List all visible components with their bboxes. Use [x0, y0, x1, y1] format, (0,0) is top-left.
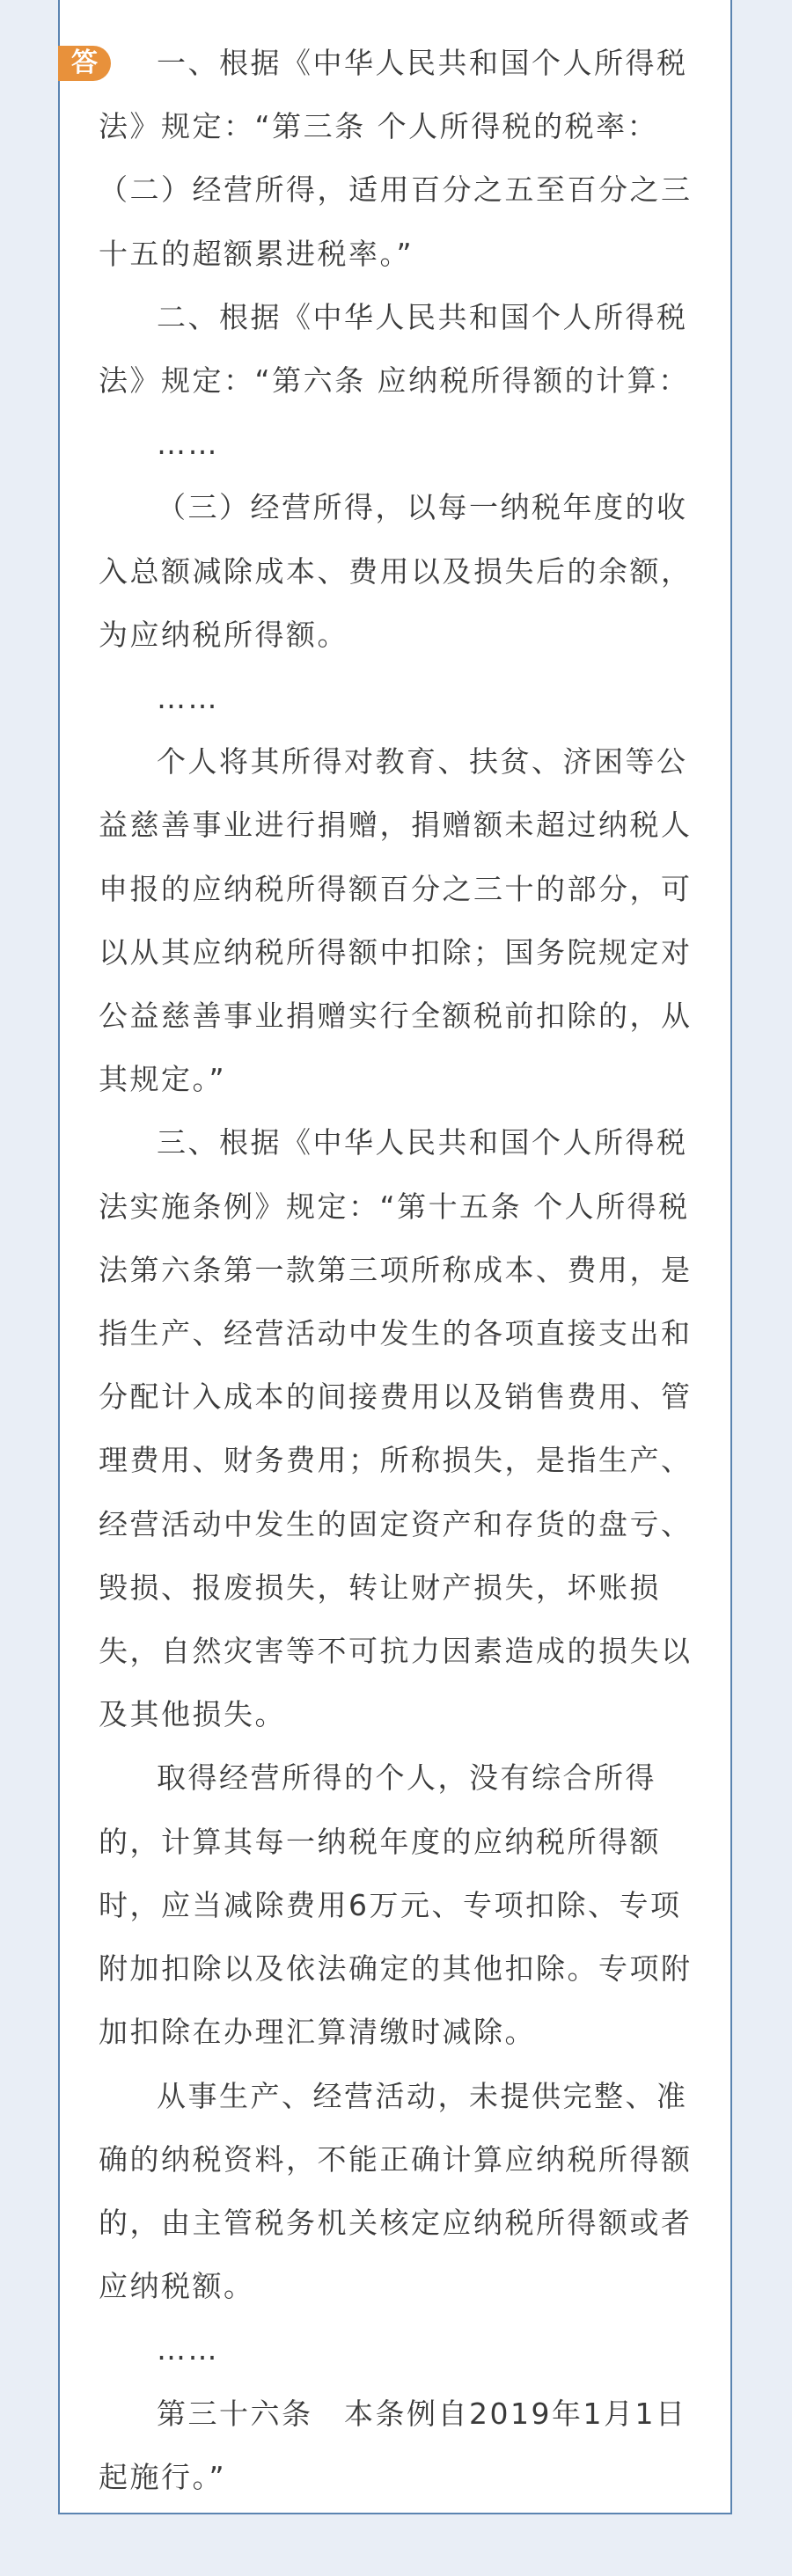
paragraph: 第三十六条 本条例自2019年1月1日起施行。”	[99, 2396, 687, 2494]
answer-text	[99, 32, 695, 2509]
paragraph: ……	[157, 681, 219, 716]
paragraph: 取得经营所得的个人，没有综合所得的，计算其每一纳税年度的应纳税所得额时，应当减除费用6万元、专项扣除、专项附加扣除以及依法确定的其他扣除。专项附加扣除在办理汇算清缴时减除。	[99, 1760, 693, 2050]
paragraph: 二、根据《中华人民共和国个人所得税法》规定：“第六条 应纳税所得额的计算：	[99, 299, 690, 399]
paragraph: （三）经营所得，以每一纳税年度的收入总额减除成本、费用以及损失后的余额，为应纳税所得额。	[99, 490, 693, 652]
paragraph: ……	[157, 427, 219, 462]
paragraph: ……	[157, 2332, 219, 2367]
answer-card	[58, 0, 732, 2514]
answer-badge: 答	[58, 46, 111, 81]
paragraph: 三、根据《中华人民共和国个人所得税法实施条例》规定：“第十五条 个人所得税法第六条第一款第三项所称成本、费用，是指生产、经营活动中发生的各项直接支出和分配计入成本的间接费用以及销售费用、管理费用、财务费用；所称损失，是指生产、经营活动中发生的固定资产和存货的盘亏、毁损、报废损失，转让财产损失，坏账损失，自然灾害等不可抗力因素造成的损失以及其他损失。	[99, 1125, 693, 1732]
paragraph: 从事生产、经营活动，未提供完整、准确的纳税资料，不能正确计算应纳税所得额的，由主管税务机关核定应纳税所得额或者应纳税额。	[99, 2078, 693, 2304]
paragraph: 一、根据《中华人民共和国个人所得税法》规定：“第三条 个人所得税的税率：（二）经营所得，适用百分之五至百分之三十五的超额累进税率。”	[99, 46, 693, 271]
paragraph: 个人将其所得对教育、扶贫、济困等公益慈善事业进行捐赠，捐赠额未超过纳税人申报的应纳税所得额百分之三十的部分，可以从其应纳税所得额中扣除；国务院规定对公益慈善事业捐赠实行全额税前扣除的，从其规定。”	[99, 744, 693, 1097]
